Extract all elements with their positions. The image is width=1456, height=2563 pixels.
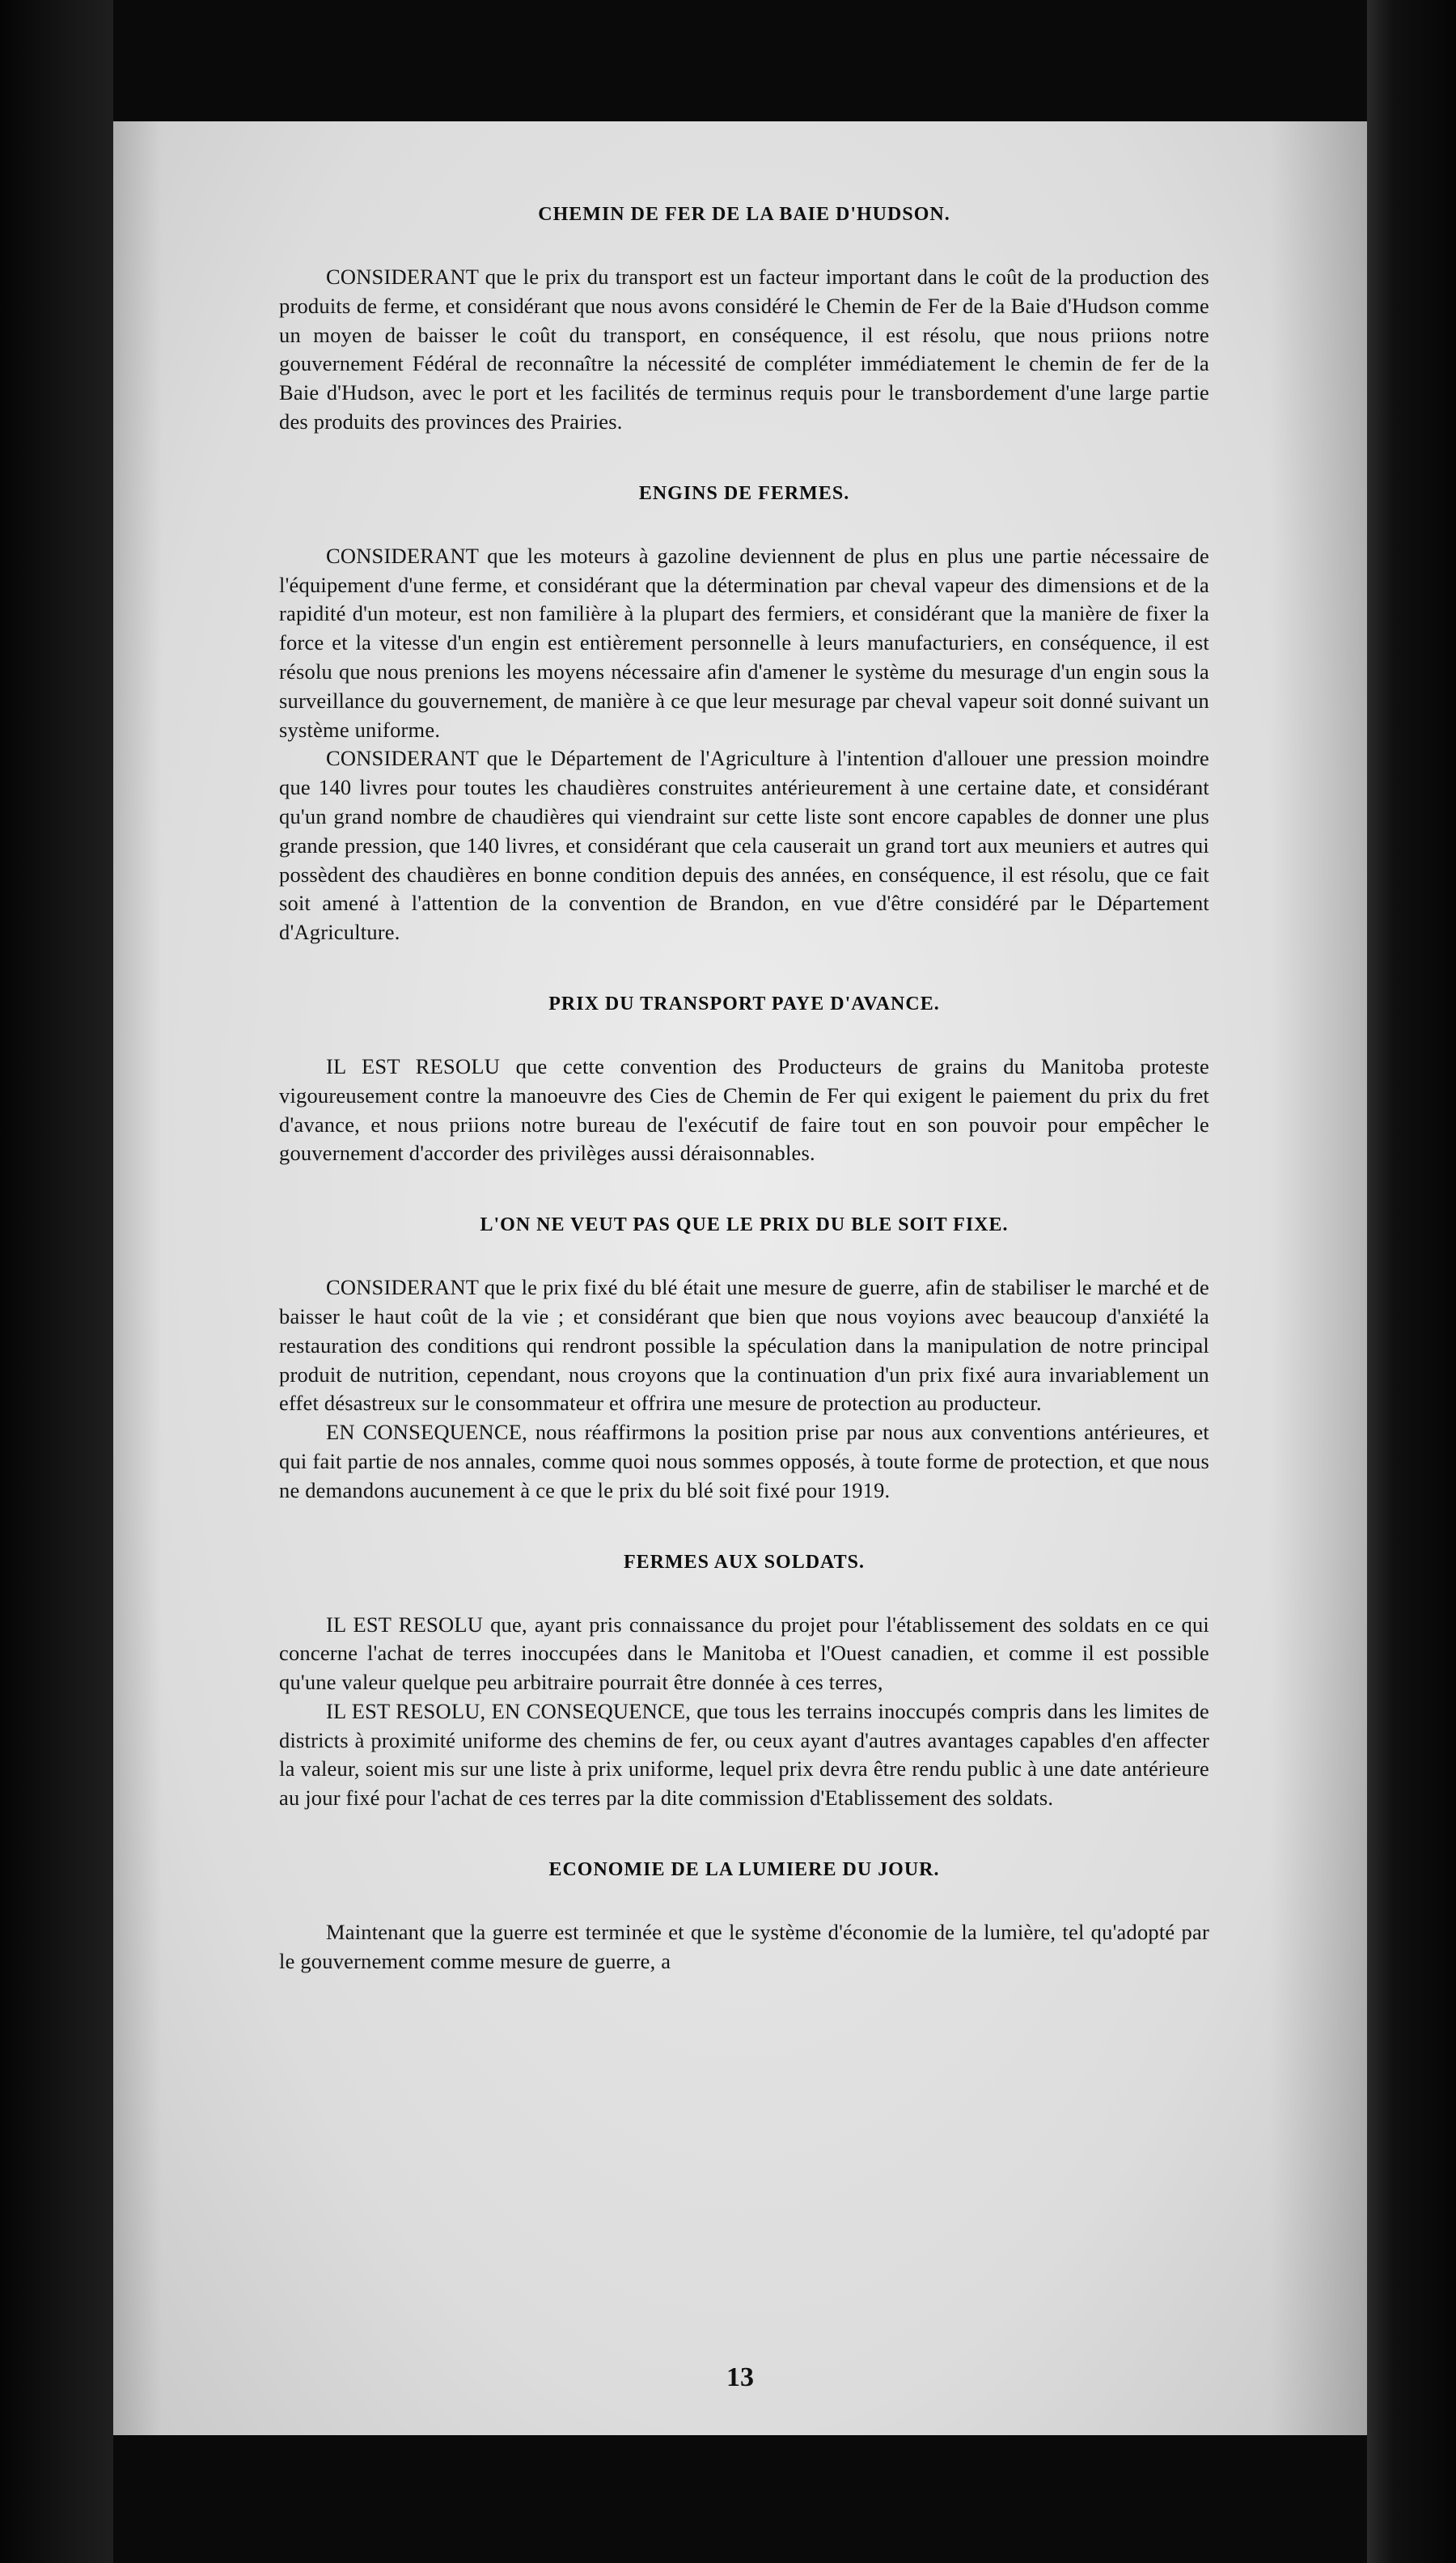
paragraph: CONSIDERANT que le prix fixé du blé était une mesure de guerre, afin de stabiliser le marché et de baisser le haut coût de la vie ; et considérant que bien que nous voyions avec beaucoup d'anxiété la restauration des conditions qui rendront possible la spéculation dans la manipulation de notre principal produit de nutrition, cependant, nous croyons que la continuation d'un prix fixé aura invariablement un effet désastreux sur le consommateur et offrira une mesure de protection au producteur. [279,1275,1209,1416]
paragraph: IL EST RESOLU, EN CONSEQUENCE, que tous les terrains inoccupés compris dans les limites de districts à proximité uniforme des chemins de fer, ou ceux ayant d'autres avantages capables d'en affecter la valeur, soient mis sur une liste à prix uniforme, lequel prix devra être rendu public à une date antérieure au jour fixé pour l'achat de ces terres par la dite commission d'Etablissement des soldats. [279,1698,1209,1811]
section-engins-de-fermes [279,477,1209,947]
section-heading: ENGINS DE FERMES. [638,482,850,504]
section-heading: FERMES AUX SOLDATS. [624,1551,865,1573]
text-column [279,198,1209,1976]
document-page [113,121,1367,2435]
paragraph: IL EST RESOLU que, ayant pris connaissance du projet pour l'établissement des soldats en ce qui concerne l'achat de terres inoccupées dans le Manitoba et l'Ouest canadien, et comme il est possible qu'une valeur quelque peu arbitraire pourrait être donnée à ces terres, [279,1612,1209,1695]
section-economie-lumiere [279,1853,1209,1976]
section-heading: ECONOMIE DE LA LUMIERE DU JOUR. [548,1859,940,1881]
section-heading: CHEMIN DE FER DE LA BAIE D'HUDSON. [538,204,950,225]
section-heading: PRIX DU TRANSPORT PAYE D'AVANCE. [548,993,940,1015]
section-prix-du-ble [279,1209,1209,1505]
paragraph: IL EST RESOLU que cette convention des Producteurs de grains du Manitoba proteste vigoureusement contre la manoeuvre des Cies de Chemin de Fer qui exigent le paiement du prix du fret d'avance, et nous priions notre bureau de l'exécutif de faire tout en son pouvoir pour empêcher le gouvernement d'accorder des privilèges aussi déraisonnables. [279,1053,1209,1166]
section-heading: L'ON NE VEUT PAS QUE LE PRIX DU BLE SOIT FIXE. [480,1214,1009,1236]
paragraph: EN CONSEQUENCE, nous réaffirmons la position prise par nous aux conventions antérieures, et qui fait partie de nos annales, comme quoi nous sommes opposés, à toute forme de protection, et que nous ne demandons aucunement à ce que le prix du blé soit fixé pour 1919. [279,1420,1209,1502]
paragraph: Maintenant que la guerre est terminée et que le système d'économie de la lumière, tel qu'adopté par le gouvernement comme mesure de guerre, a [279,1920,1209,1973]
page-number: 13 [726,2362,754,2392]
paragraph: CONSIDERANT que le Département de l'Agriculture à l'intention d'allouer une pression moindre que 140 livres pour toutes les chaudières construites antérieurement à une certaine date, et considérant qu'un grand nombre de chaudières qui viendraint sur cette liste sont encore capables de donner une plus grande pression, que 140 livres, et considérant que cela causerait un grand tort aux meuniers et autres qui possèdent des chaudières en bonne condition depuis des années, en conséquence, il est résolu, que ce fait soit amené à l'attention de la convention de Brandon, en vue d'être considéré par le Département d'Agriculture. [279,746,1209,945]
film-border-right [1367,0,1456,2563]
section-chemin-de-fer [279,198,1209,437]
section-prix-du-transport [279,988,1209,1168]
section-fermes-aux-soldats [279,1546,1209,1814]
paragraph: CONSIDERANT que les moteurs à gazoline deviennent de plus en plus une partie nécessaire de l'équipement d'une ferme, et considérant que la détermination par cheval vapeur des dimensions et de la rapidité d'un moteur, est non familière à la plupart des fermiers, et considérant que la manière de fixer la force et la vitesse d'un engin est entièrement personnelle à leurs manufacturiers, en conséquence, il est résolu que nous prenions les moyens nécessaire afin d'amener le système du mesurage d'un engin sous la surveillance du gouvernement, de manière à ce que leur mesurage par cheval vapeur soit donné suivant un système uniforme. [279,543,1209,742]
film-border-left [0,0,113,2563]
paragraph: CONSIDERANT que le prix du transport est un facteur important dans le coût de la production des produits de ferme, et considérant que nous avons considéré le Chemin de Fer de la Baie d'Hudson comme un moyen de baisser le coût du transport, en conséquence, il est résolu, que nous priions notre gouvernement Fédéral de reconnaître la nécessité de compléter immédiatement le chemin de fer de la Baie d'Hudson, avec le port et les facilités de terminus requis pour le transbordement d'une large partie des produits des provinces des Prairies. [279,265,1209,434]
